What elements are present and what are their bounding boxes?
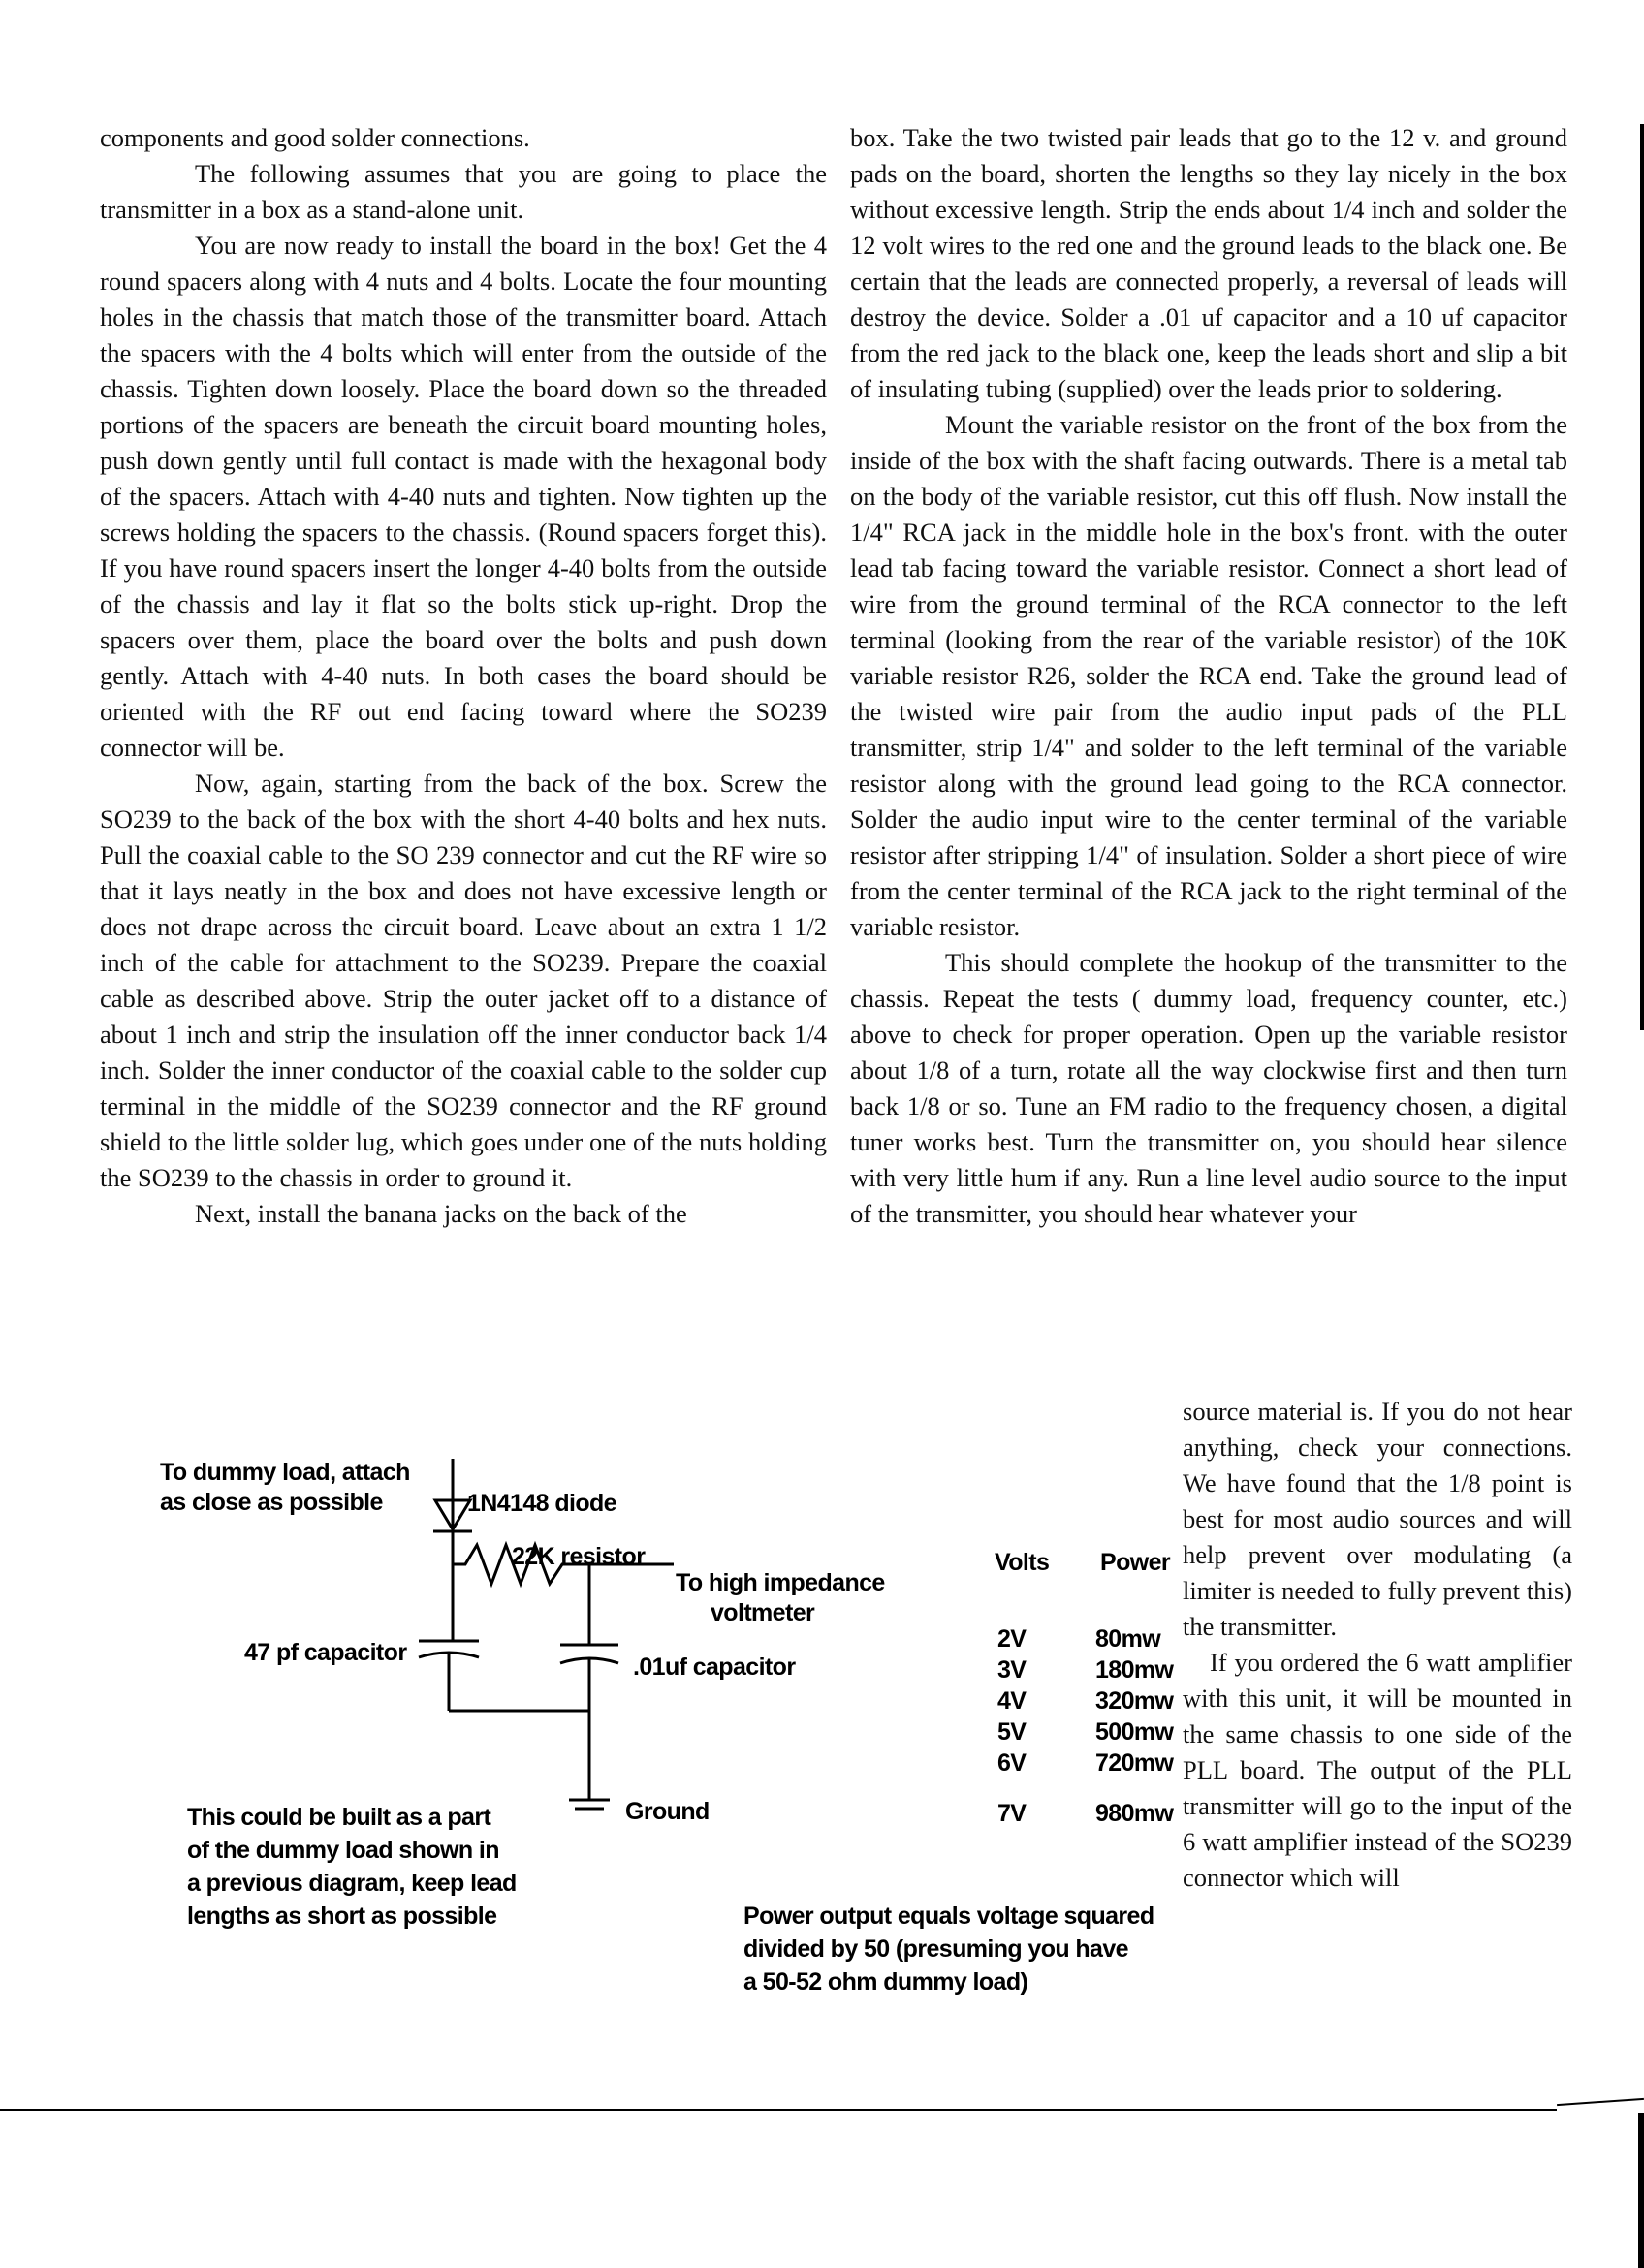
paragraph: The following assumes that you are going to place the transmitter in a box as a stand-alone unit. [100,159,827,224]
power-formula-note [743,1900,1154,1999]
ground-label: Ground [625,1798,710,1825]
narrow-column [1183,1394,1572,1896]
right-edge-mark [1640,124,1644,1030]
diode-symbol [435,1500,470,1529]
bottom-rule-tail [1557,2098,1644,2106]
table-cell-power: 320mw [1095,1687,1174,1715]
table-cell-volts: 6V [997,1749,1027,1777]
paragraph: components and good solder connections. [100,123,530,152]
note-line: divided by 50 (presuming you have [743,1936,1128,1963]
table-cell-volts: 4V [997,1687,1027,1715]
dummy-load-label [160,1458,410,1518]
table-cell-volts: 7V [997,1800,1027,1827]
cap47-label: 47 pf capacitor [244,1639,407,1666]
paragraph: source material is. If you do not hear anything, check your connections. We have found that the 1/8 point is best for most audio sources and will help prevent over modulating (a limiter is needed to fully prevent this) the transmitter. [1183,1397,1572,1641]
note-line: Power output equals voltage squared [743,1903,1154,1930]
table-cell-power: 980mw [1095,1800,1174,1827]
build-note [187,1801,517,1933]
table-cell-volts: 3V [997,1656,1027,1684]
bottom-rule [0,2109,1557,2111]
right-edge-mark-bottom [1638,2113,1644,2268]
table-cell-power: 500mw [1095,1718,1174,1746]
resistor-label: 22K resistor [512,1543,646,1570]
note-line: lengths as short as possible [187,1903,497,1930]
paragraph: If you ordered the 6 watt amplifier with this unit, it will be mounted in the same chassis to one side of the PLL board. The output of the PLL transmitter will go to the input of the 6 watt amplifier instead of the SO239 connector which will [1183,1648,1572,1892]
note-line: a previous diagram, keep lead [187,1870,517,1897]
table-header-volts: Volts [995,1549,1050,1576]
paragraph: You are now ready to install the board in the box! Get the 4 round spacers along with 4 nuts and 4 bolts. Locate the four mounting holes in the chassis that match those of the transmitter board. Attach the spacers with the 4 bolts which will enter from the outside of the chassis. Tighten down loosely. Place the board down so the threaded portions of the spacers are beneath the circuit board mounting holes, push down gently until full contact is made with the hexagonal body of the spacers. Attach with 4-40 nuts and tighten. Now tighten up the screws holding the spacers to the chassis. (Round spacers forget this). If you have round spacers insert the longer 4-40 bolts from the outside of the chassis and lay it flat so the bolts stick up-right. Drop the spacers over them, place the board over the bolts and push down gently. Attach with 4-40 nuts. In both cases the board should be oriented with the RF out end facing toward where the SO239 connector will be. [100,231,827,762]
diode-label: 1N4148 diode [467,1490,616,1517]
table-cell-power: 80mw [1095,1625,1161,1653]
table-cell-volts: 5V [997,1718,1027,1746]
paragraph: Now, again, starting from the back of the box. Screw the SO239 to the back of the box with the short 4-40 bolts and hex nuts. Pull the coaxial cable to the SO 239 connector and cut the RF wire so that it lays neatly in the box and does not have excessive length or does not drape across the circuit board. Leave about an extra 1 1/2 inch of the cable for attachment to the SO239. Prepare the coaxial cable as described above. Strip the outer jacket off to a distance of about 1 inch and strip the insulation off the inner conductor back 1/4 inch. Solder the inner conductor of the coaxial cable to the solder cup terminal in the middle of the SO239 connector and the RF ground shield to the little solder lug, which goes under one of the nuts holding the SO239 to the chassis in order to ground it. [100,769,827,1192]
table-header-power: Power [1100,1549,1171,1576]
label-line: voltmeter [711,1599,815,1626]
cap01-label: .01uf capacitor [633,1654,796,1681]
note-line: a 50-52 ohm dummy load) [743,1969,1028,1996]
table-cell-power: 180mw [1095,1656,1174,1684]
paragraph: This should complete the hookup of the transmitter to the chassis. Repeat the tests ( dummy load, frequency counter, etc.) above to check for proper operation. Open up the variable resistor about 1/8 of a turn, rotate all the way clockwise first and then turn back 1/8 or so. Tune an FM radio to the frequency chosen, a digital tuner works best. Turn the transmitter on, you should hear silence with very little hum if any. Run a line level audio source to the input of the transmitter, you should hear whatever your [850,948,1567,1228]
left-column [100,120,827,1232]
cap47-plate-bottom [419,1653,479,1657]
table-cell-volts: 2V [997,1625,1027,1653]
table-cell-power: 720mw [1095,1749,1174,1777]
paragraph: box. Take the two twisted pair leads that go to the 12 v. and ground pads on the board, shorten the lengths so they lay nicely in the box without excessive length. Strip the ends about 1/4 inch and solder the 12 volt wires to the red one and the ground leads to the black one. Be certain that the leads are connected properly, a reversal of leads will destroy the device. Solder a .01 uf capacitor and a 10 uf capacitor from the red jack to the black one, keep the leads short and slip a bit of insulating tubing (supplied) over the leads prior to soldering. [850,123,1567,403]
paragraph: Mount the variable resistor on the front of the box from the inside of the box with the shaft facing outwards. There is a metal tab on the body of the variable resistor, cut this off flush. Now install the 1/4" RCA jack in the middle hole in the box's front. with the outer lead tab facing toward the variable resistor. Connect a short lead of wire from the ground terminal of the RCA connector to the left terminal (looking from the rear of the variable resistor) of the 10K variable resistor R26, solder the RCA end. Take the ground lead of the twisted wire pair from the audio input pads of the PLL transmitter, strip 1/4" and solder to the left terminal of the variable resistor along with the ground lead going to the RCA connector. Solder the audio input wire to the center terminal of the variable resistor after stripping 1/4" of insulation. Solder a short piece of wire from the center terminal of the RCA jack to the right terminal of the variable resistor. [850,410,1567,941]
label-line: To dummy load, attach [160,1459,410,1486]
label-line: To high impedance [676,1569,885,1596]
voltmeter-label [676,1568,885,1628]
cap01-plate-bottom [560,1658,618,1663]
note-line: of the dummy load shown in [187,1837,499,1864]
right-column [850,120,1567,1232]
paragraph: Next, install the banana jacks on the back of the [195,1199,687,1228]
note-line: This could be built as a part [187,1804,491,1831]
label-line: as close as possible [160,1489,383,1516]
